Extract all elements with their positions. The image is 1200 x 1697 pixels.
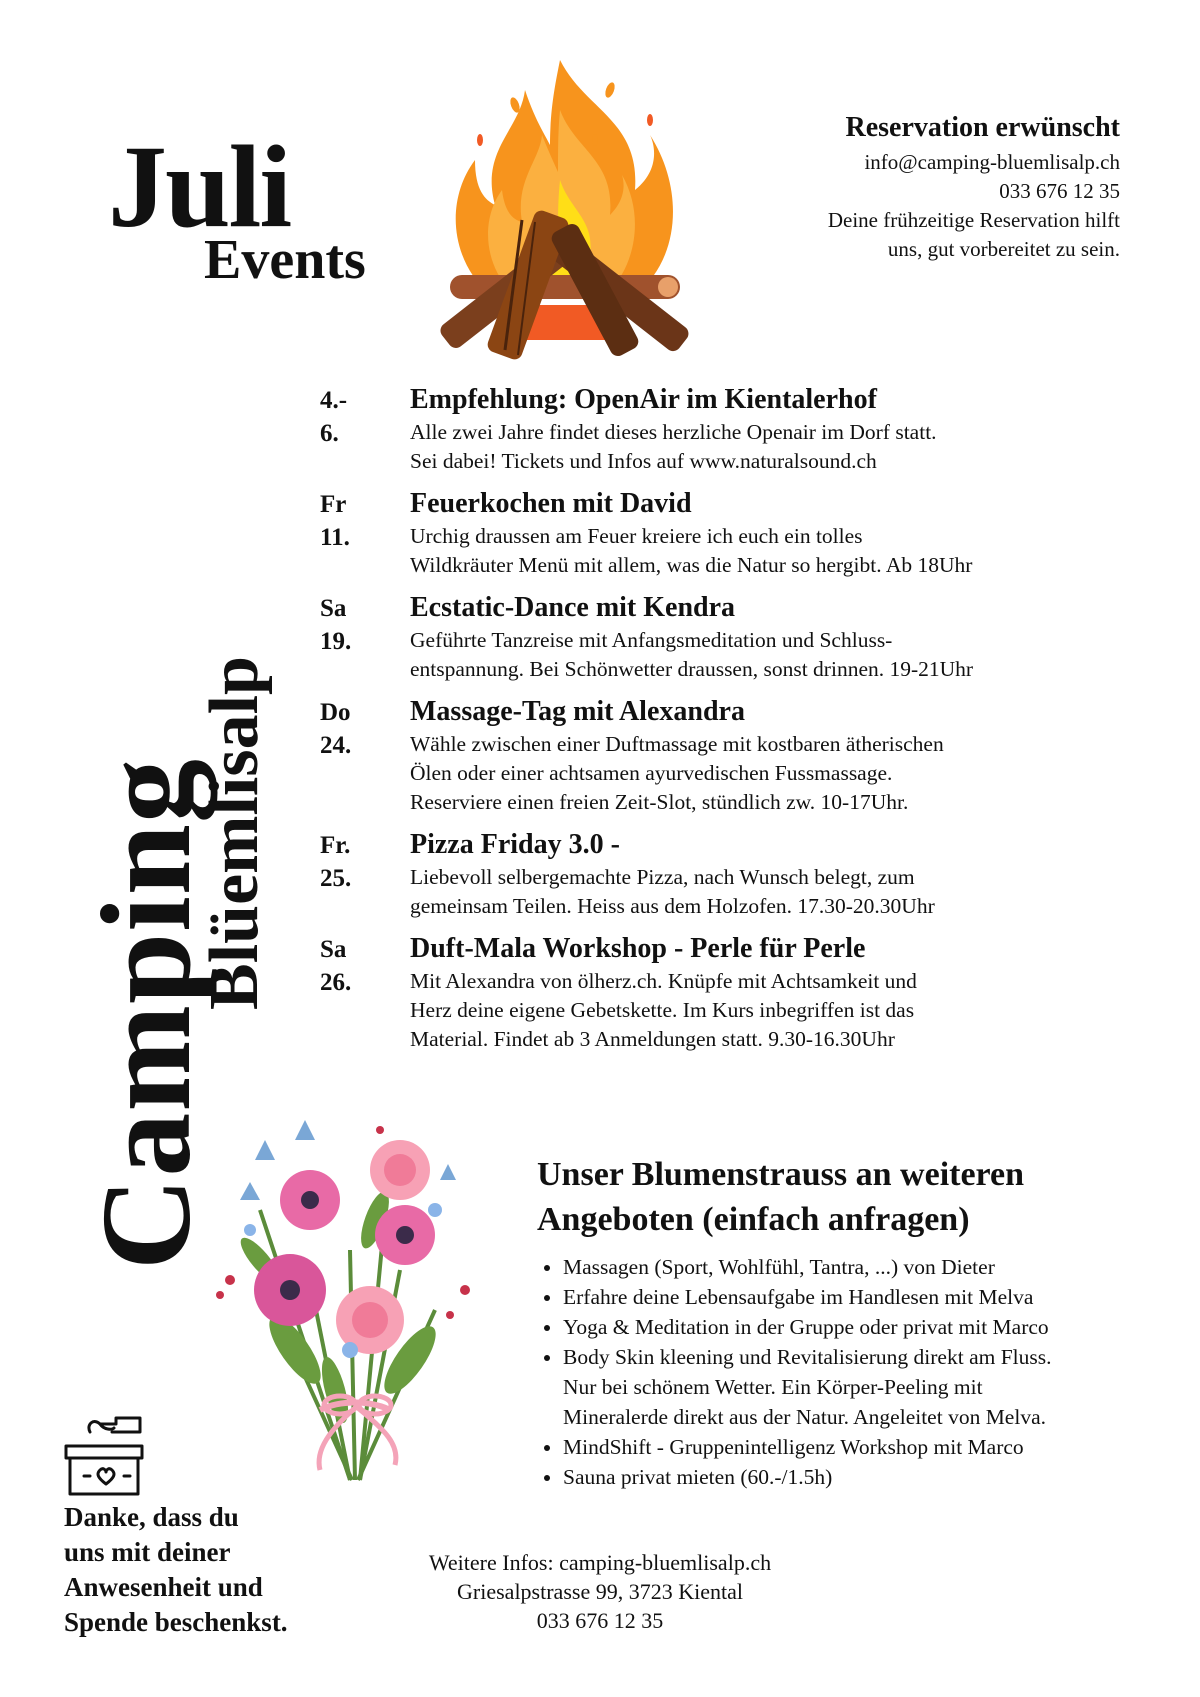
event-date: Do 24. xyxy=(320,699,352,759)
event-date: 4.- 6. xyxy=(320,387,348,447)
event-title: Massage-Tag mit Alexandra xyxy=(410,696,745,727)
event-description: Wähle zwischen einer Duftmassage mit kostbaren ätherischen Ölen oder einer achtsamen ayurvedischen Fussmassage. Reserviere einen freien Zeit-Slot, stündlich zw. 10-17Uhr. xyxy=(410,732,944,814)
offer-item: • Erfahre deine Lebensaufgabe im Handlesen mit Melva xyxy=(563,1282,1177,1312)
event-title: Duft-Mala Workshop - Perle für Perle xyxy=(410,933,866,964)
offer-item: • Massagen (Sport, Wohlfühl, Tantra, ...) von Dieter xyxy=(563,1252,1177,1282)
event-date: Sa 26. xyxy=(320,936,352,996)
footer-website[interactable]: Weitere Infos: camping-bluemlisalp.ch xyxy=(428,1550,772,1575)
reservation-email[interactable]: info@camping-bluemlisalp.ch xyxy=(864,150,1120,174)
event-description: Mit Alexandra von ölherz.ch. Knüpfe mit Achtsamkeit und Herz deine eigene Gebetskette. Im Kurs inbegriffen ist das Material. Findet ab 3 Anmeldungen statt. 9.30-16.30Uhr xyxy=(410,969,917,1051)
reservation-heading: Reservation erwünscht xyxy=(845,112,1120,143)
campfire-icon xyxy=(410,50,710,370)
footer-info xyxy=(400,1548,800,1635)
offer-item: • Yoga & Meditation in der Gruppe oder privat mit Marco xyxy=(563,1312,1177,1342)
event-item xyxy=(320,694,1140,817)
offer-item: • Sauna privat mieten (60.-/1.5h) xyxy=(563,1462,1177,1492)
reservation-phone[interactable]: 033 676 12 35 xyxy=(999,179,1120,203)
event-title: Feuerkochen mit David xyxy=(410,488,692,519)
title-events: Events xyxy=(204,229,366,291)
donation-box-icon xyxy=(60,1410,152,1502)
event-description: Geführte Tanzreise mit Anfangsmeditation und Schluss- entspannung. Bei Schönwetter draussen, sonst drinnen. 19-21Uhr xyxy=(410,628,974,681)
footer-address: Griesalpstrasse 99, 3723 Kiental xyxy=(457,1579,743,1604)
event-item xyxy=(320,486,1140,580)
brand-camping: Camping xyxy=(75,758,217,1270)
event-title: Pizza Friday 3.0 - xyxy=(410,829,620,860)
thanks-message: Danke, dass du uns mit deiner Anwesenheit und Spende beschenkst. xyxy=(64,1502,288,1637)
event-item xyxy=(320,382,1140,476)
event-item xyxy=(320,931,1140,1054)
offers-heading: Unser Blumenstrauss an weiteren Angeboten (einfach anfragen) xyxy=(537,1156,1025,1238)
event-description: Liebevoll selbergemachte Pizza, nach Wunsch belegt, zum gemeinsam Teilen. Heiss aus dem Holzofen. 17.30-20.30Uhr xyxy=(410,865,935,918)
footer-phone[interactable]: 033 676 12 35 xyxy=(536,1608,664,1633)
event-date: Fr. 25. xyxy=(320,832,352,892)
reservation-note-line2: uns, gut vorbereitet zu sein. xyxy=(887,237,1120,261)
reservation-block xyxy=(760,110,1120,264)
event-date: Fr 11. xyxy=(320,491,350,551)
event-title: Ecstatic-Dance mit Kendra xyxy=(410,592,736,623)
offer-item: • Body Skin kleening und Revitalisierung direkt am Fluss. Nur bei schönem Wetter. Ein Körper-Peeling mit Mineralerde direkt aus der Natur. Angeleitet von Melva. xyxy=(563,1342,1177,1432)
event-item xyxy=(320,590,1140,684)
offers-list xyxy=(537,1252,1177,1492)
event-date: Sa 19. xyxy=(320,595,352,655)
event-description: Urchig draussen am Feuer kreiere ich euch ein tolles Wildkräuter Menü mit allem, was die Natur so hergibt. Ab 18Uhr xyxy=(410,524,973,577)
event-title: Empfehlung: OpenAir im Kientalerhof xyxy=(410,384,877,415)
offer-item: • MindShift - Gruppenintelligenz Workshop mit Marco xyxy=(563,1432,1177,1462)
brand-name: Blüemlisalp xyxy=(196,656,273,1010)
title-month: Juli xyxy=(108,121,291,252)
flower-bouquet-icon xyxy=(200,1100,520,1500)
events-list xyxy=(320,382,1140,1064)
event-item xyxy=(320,827,1140,921)
reservation-note-line1: Deine frühzeitige Reservation hilft xyxy=(827,208,1120,232)
event-description: Alle zwei Jahre findet dieses herzliche Openair im Dorf statt. Sei dabei! Tickets und Infos auf www.naturalsound.ch xyxy=(410,420,937,473)
offers-section xyxy=(537,1152,1177,1492)
